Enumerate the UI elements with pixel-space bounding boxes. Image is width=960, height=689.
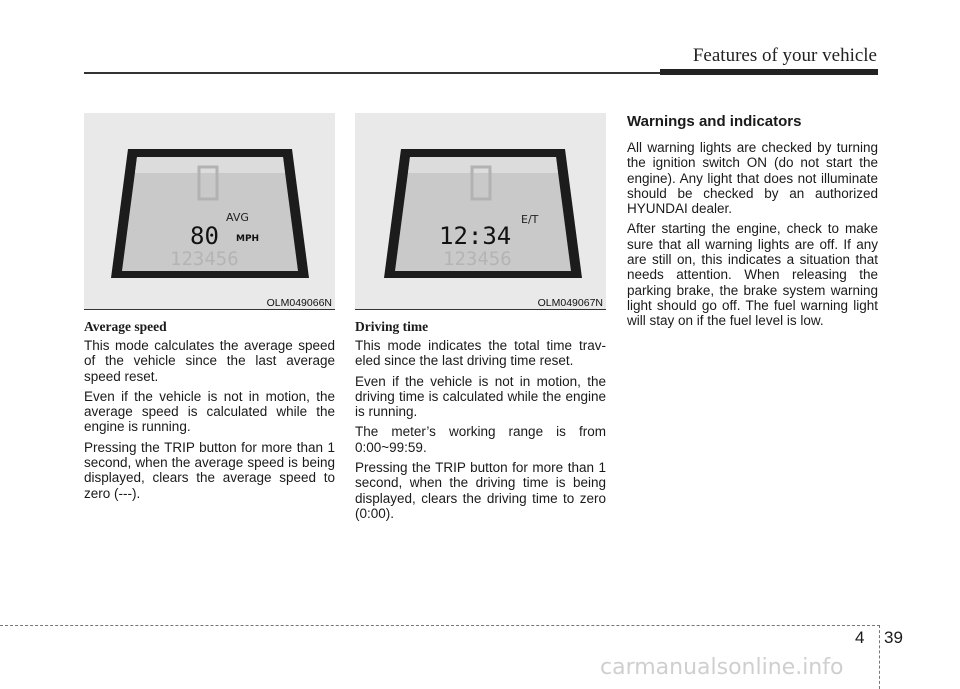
paragraph: After starting the engine, check to make sure that all warning lights are off. If any are still on, this indicates a situation that needs attention. When releasing the parking brake, the brake system warning light should go off. The fuel warning light will stay on if the fuel level is low. <box>627 221 878 329</box>
column-average-speed <box>84 113 335 501</box>
paragraph: Even if the vehicle is not in motion, the driving time is calculated while the engine is running. <box>355 373 606 420</box>
section-title-driving-time: Driving time <box>355 319 429 334</box>
paragraph: Pressing the TRIP button for more than 1 second, when the average speed is being displayed, clears the average speed to zero (---). <box>84 439 335 501</box>
footer-dashed-separator <box>879 625 880 689</box>
footer-dashed-rule <box>0 625 880 626</box>
paragraph: All warning lights are checked by turning the ignition switch ON (do not start the engine). Any light that does not illuminate should be checked by an authorized HYUNDAI dealer. <box>627 140 878 217</box>
lcd-main-value: 80 <box>190 222 219 250</box>
lcd-mode-label: E/T <box>521 213 539 226</box>
column-warnings-indicators <box>627 113 878 334</box>
paragraph: This mode indicates the total time trav-eled since the last driving time reset. <box>355 338 606 369</box>
header-rule-thin <box>84 72 660 74</box>
watermark-text: carmanualsonline.info <box>600 655 844 680</box>
lcd-unit-label: MPH <box>236 234 260 244</box>
lcd-odometer-ghost: 123456 <box>170 248 239 270</box>
paragraph: Pressing the TRIP button for more than 1 second, when the driving time is being displayed, clears the driving time to zero (0:00). <box>355 460 606 521</box>
paragraph: Even if the vehicle is not in motion, the average speed is calculated while the engine is running. <box>84 388 335 435</box>
page-chapter-number: 4 <box>855 628 865 647</box>
lcd-odometer-ghost: 123456 <box>443 248 512 270</box>
page-header-title: Features of your vehicle <box>692 45 877 66</box>
page-number: 39 <box>884 628 903 647</box>
section-title-warnings: Warnings and indicators <box>627 113 802 130</box>
column-driving-time <box>355 113 606 521</box>
paragraph: This mode calculates the average speed of the vehicle since the last average speed reset. <box>84 338 335 384</box>
lcd-main-value: 12:34 <box>439 222 512 250</box>
header-rule-thick <box>660 69 878 75</box>
figure-code: OLM049067N <box>537 297 603 309</box>
lcd-mode-label: AVG <box>226 211 249 224</box>
paragraph: The meter’s working range is from 0:00~99:59. <box>355 424 606 455</box>
figure-code: OLM049066N <box>266 297 332 309</box>
section-title-average-speed: Average speed <box>84 319 167 334</box>
